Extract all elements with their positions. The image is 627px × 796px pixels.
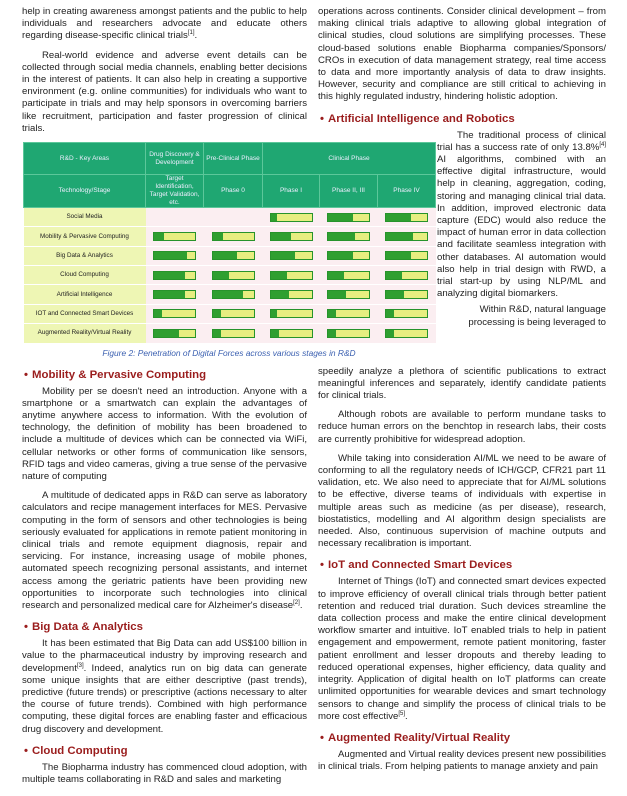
penetration-cell	[146, 208, 204, 227]
section-heading: • Mobility & Pervasive Computing	[24, 368, 207, 381]
paragraph: speedily analyze a plethora of scientific publications to extract meaningful inferences and separately, identify candidate patients for clinical trials.	[318, 365, 606, 402]
penetration-fill	[154, 252, 187, 259]
penetration-bar	[153, 232, 196, 241]
paragraph: help in creating awareness amongst patients and the public to help individuals and researchers advocate and educate others regarding disease-specific clinical trials[1].	[22, 6, 307, 42]
penetration-cell	[263, 265, 320, 284]
header-drug-discovery: Drug Discovery & Development	[146, 143, 204, 175]
text: . Indeed, analytics run on big data can generate some unique insights that are either descriptive (past trends), predictive (future trends) or prescriptive (actions necessary to alter the course of future trends). Combined with high performance computing, these digital forces are enabling faster and efficacious drug discovery and development.	[22, 662, 307, 735]
penetration-fill	[271, 272, 287, 279]
penetration-fill	[271, 291, 289, 298]
penetration-bar	[153, 290, 196, 299]
header-phase-1: Phase I	[263, 175, 320, 208]
paragraph: While taking into consideration AI/ML we need to be aware of conforming to all the regulatory needs of ICH/GCP, CFR21 part 11 validation, etc. We also need to appreciate that for AI/ML solutions to be effective, diverse teams of individuals with expertise in multiple areas such as medicine (as per disease), research, biostatistics, modelling and AI algorithm design specialists are needed. Also, continuous supervision of machine outputs and necessary recalibration is important.	[318, 452, 606, 550]
reference: [2]	[293, 599, 300, 606]
penetration-bar	[270, 309, 313, 318]
penetration-fill	[271, 252, 296, 259]
penetration-bar	[270, 251, 313, 260]
penetration-fill	[271, 310, 277, 317]
row-label: Mobility & Pervasive Computing	[24, 227, 146, 246]
penetration-bar	[212, 329, 255, 338]
paragraph: Real-world evidence and adverse event details can be collected through social media channels, enabling better decisions in the interest of patients. It can also help in creating a supportive environment (e.g. online communities) for individuals who want to participate in trials and may help sponsors in overcoming barriers like recruitment, participation and faster progression of clinical trials.	[22, 49, 307, 134]
header-key-areas: R&D - Key Areas	[24, 143, 146, 175]
header-technology-stage: Technology/Stage	[24, 175, 146, 208]
penetration-cell	[204, 227, 263, 246]
reference: [4]	[599, 141, 606, 148]
penetration-cell	[204, 285, 263, 304]
text: The traditional process of clinical trial has a success rate of only 13.8%	[437, 129, 606, 153]
row-label: Big Data & Analytics	[24, 246, 146, 265]
penetration-bar	[270, 271, 313, 280]
figure-caption: Figure 2: Penetration of Digital Forces across various stages in R&D	[102, 347, 356, 358]
header-pre-clinical: Pre-Clinical Phase	[204, 143, 263, 175]
penetration-cell	[146, 246, 204, 265]
section-heading: • Artificial Intelligence and Robotics	[320, 112, 515, 125]
paragraph: Internet of Things (IoT) and connected smart devices expected to improve efficiency of overall clinical trials through better patient retention and reduced trial duration. Such devices streamline the data collection process and make the entire clinical development workflow smarter and intuitive. IoT enabled trials to help in patient engagement and empowerment, remote patient monitoring, faster patient enrollment and lesser dropouts and thereby leading to reduced operational expenses, higher efficiency, data quality and integrity. Application of digital health on IoT platforms can create unlimited opportunities for wearable devices and smart technology sensors to change and simplify the process of clinical trials to be more cost effective[5].	[318, 576, 606, 722]
text: AI algorithms, combined with an effective digital infrastructure, would help in cleaning, aggregation, coding, storing and managing clinical trial data. In addition, improved electronic data capture (EDC) would also reduce the impact of human error in data collection and facilitate seamless integration with other databases. AI automation would also help in trial design with RWD, a trial start-up by using NLP/ML and analyzing digital biomarkers.	[437, 154, 606, 300]
penetration-fill	[213, 272, 229, 279]
header-phase-0: Phase 0	[204, 175, 263, 208]
paragraph: A multitude of dedicated apps in R&D can serve as laboratory calculators and recipe management interfaces for MES. Pervasive computing in the form of sensors and other technologies is being seriously evaluated for applications in remote patient monitoring in clinical trials and remote equipment diagnosis, repair and servicing. For instance, increasing usage of mobile phones, automated speech recognizing personal assistants, and internet access among the geriatric patients have been providing new opportunities to incorporate such technologies into clinical research and personalized medical care for Alzheimer's disease[2].	[22, 490, 307, 612]
penetration-fill	[271, 233, 292, 240]
penetration-cell	[146, 285, 204, 304]
paragraph: The Biopharma industry has commenced cloud adoption, with multiple teams collaborating in R&D and sales and marketing	[22, 761, 307, 786]
penetration-cell	[263, 246, 320, 265]
row-label: Social Media	[24, 208, 146, 227]
header-target: Target Identification, Target Validation, etc.	[146, 175, 204, 208]
row-label: Artificial Intelligence	[24, 285, 146, 304]
header-phase-4: Phase IV	[378, 175, 436, 208]
text: A multitude of dedicated apps in R&D can serve as laboratory calculators and recipe management interfaces for MES. Pervasive computing in the form of sensors and other technologies is being seriously evaluated for applications in remote patient monitoring in clinical trials and remote equipment diagnosis, repair and servicing. For instance, increasing usage of mobile phones, automated speech recognizing personal assistants, and internet access among the geriatric patients have been providing new opportunities to incorporate such technologies into clinical research and personalized medical care for Alzheimer's disease	[22, 490, 307, 612]
penetration-cell	[204, 246, 263, 265]
penetration-bar	[270, 232, 313, 241]
penetration-fill	[213, 330, 221, 337]
reference: [3]	[76, 662, 84, 669]
paragraph	[437, 130, 606, 301]
reference: [1]	[187, 30, 195, 37]
section-heading: • Augmented Reality/Virtual Reality	[320, 731, 511, 744]
penetration-fill	[213, 291, 244, 298]
penetration-bar	[270, 329, 313, 338]
penetration-bar	[212, 271, 255, 280]
section-heading: • IoT and Connected Smart Devices	[320, 559, 513, 572]
paragraph: Although robots are available to perform mundane tasks to reduce human errors on the benchtop in research labs, their costs are currently prohibitive for widespread adoption.	[318, 409, 606, 445]
penetration-bar	[153, 309, 196, 318]
penetration-cell	[146, 265, 204, 284]
penetration-fill	[154, 330, 179, 337]
heading-text: Mobility & Pervasive Computing	[32, 368, 207, 381]
penetration-fill	[271, 214, 277, 221]
penetration-bar	[212, 251, 255, 260]
penetration-bar	[212, 290, 255, 299]
penetration-cell	[263, 227, 320, 246]
header-phase-2-3: Phase II, III	[320, 175, 378, 208]
heading-text: IoT and Connected Smart Devices	[328, 559, 513, 572]
text: help in creating awareness amongst patients and the public to help individuals and researchers advocate and educate others regarding disease-specific clinical trials	[22, 6, 307, 42]
paragraph: Augmented and Virtual reality devices present new possibilities in clinical trials. From helping patients to manage anxiety and pain	[318, 748, 606, 773]
paragraph-start: Within R&D, natural language processing is being leveraged to	[468, 304, 606, 328]
header-clinical: Clinical Phase	[263, 143, 436, 175]
row-label: Augmented Reality/Virtual Reality	[24, 323, 146, 342]
penetration-fill	[213, 310, 221, 317]
penetration-fill	[154, 291, 185, 298]
penetration-cell	[204, 265, 263, 284]
paragraph: operations across continents. Consider clinical development – from making clinical trials adaptive to allowing global integration of clinical studies, cloud solutions are simplifying processes. These cloud-based solutions enable Biopharma companies/Sponsors/ CROs in execution of data management strategy, real time access to data and more importantly analysis of data to draw insights. However, security and compliance are still critical to achieving in this highly regulated industry, hindering holistic adoption.	[318, 6, 606, 103]
penetration-bar	[153, 329, 196, 338]
heading-text: Artificial Intelligence and Robotics	[328, 112, 515, 125]
penetration-cell	[204, 208, 263, 227]
section-heading: • Big Data & Analytics	[24, 621, 143, 634]
penetration-cell	[263, 208, 320, 227]
text: It has been estimated that Big Data can add US$100 billion in value to the pharmaceutical industry by improving research and development	[22, 638, 307, 674]
penetration-cell	[204, 304, 263, 323]
heading-text: Augmented Reality/Virtual Reality	[328, 731, 511, 744]
paragraph	[22, 638, 307, 736]
penetration-bar	[270, 213, 313, 222]
narrow-text-beside-figure	[437, 130, 606, 366]
text: Internet of Things (IoT) and connected smart devices expected to improve efficiency of overall clinical trials through better patient retention and reduced trial duration. Such devices streamline the data collection process and make the entire clinical development workflow smarter and intuitive. IoT enabled trials to help in patient engagement and empowerment, remote patient monitoring, faster patient enrollment and lesser dropouts and thereby leading to reduced operational expenses, higher efficiency, data quality and integrity. Application of digital health on IoT platforms can create unlimited opportunities for wearable devices and smart technology sensors to change and simplify the process of clinical trials to be more cost effective	[318, 576, 606, 722]
penetration-cell	[263, 304, 320, 323]
penetration-bar	[212, 309, 255, 318]
row-label: IOT and Connected Smart Devices	[24, 304, 146, 323]
penetration-cell	[204, 323, 263, 342]
section-heading: • Cloud Computing	[24, 744, 128, 757]
heading-text: Big Data & Analytics	[32, 621, 143, 634]
penetration-bar	[270, 290, 313, 299]
penetration-bar	[212, 232, 255, 241]
penetration-cell	[263, 323, 320, 342]
reference: [5]	[398, 710, 406, 717]
penetration-cell	[263, 285, 320, 304]
penetration-cell	[146, 304, 204, 323]
right-column	[318, 6, 606, 780]
penetration-bar	[153, 251, 196, 260]
penetration-fill	[154, 310, 162, 317]
penetration-fill	[271, 330, 279, 337]
penetration-fill	[154, 233, 164, 240]
penetration-cell	[146, 323, 204, 342]
heading-text: Cloud Computing	[32, 744, 128, 757]
penetration-cell	[146, 227, 204, 246]
penetration-bar	[153, 271, 196, 280]
penetration-fill	[213, 252, 238, 259]
penetration-fill	[154, 272, 185, 279]
penetration-fill	[213, 233, 223, 240]
paragraph: Mobility per se doesn't need an introduction. Anyone with a smartphone or a smartwatch can explain the advantages of anytime anywhere access to information. With the evolution of technology, the definition of mobility has been broadened to include a multitude of devices which can be connected via WiFi, cellular networks or other forms of communication like sensors, RFID tags and video cameras, giving a true sense of the pervasive nature of computing	[22, 385, 307, 483]
row-label: Cloud Computing	[24, 265, 146, 284]
